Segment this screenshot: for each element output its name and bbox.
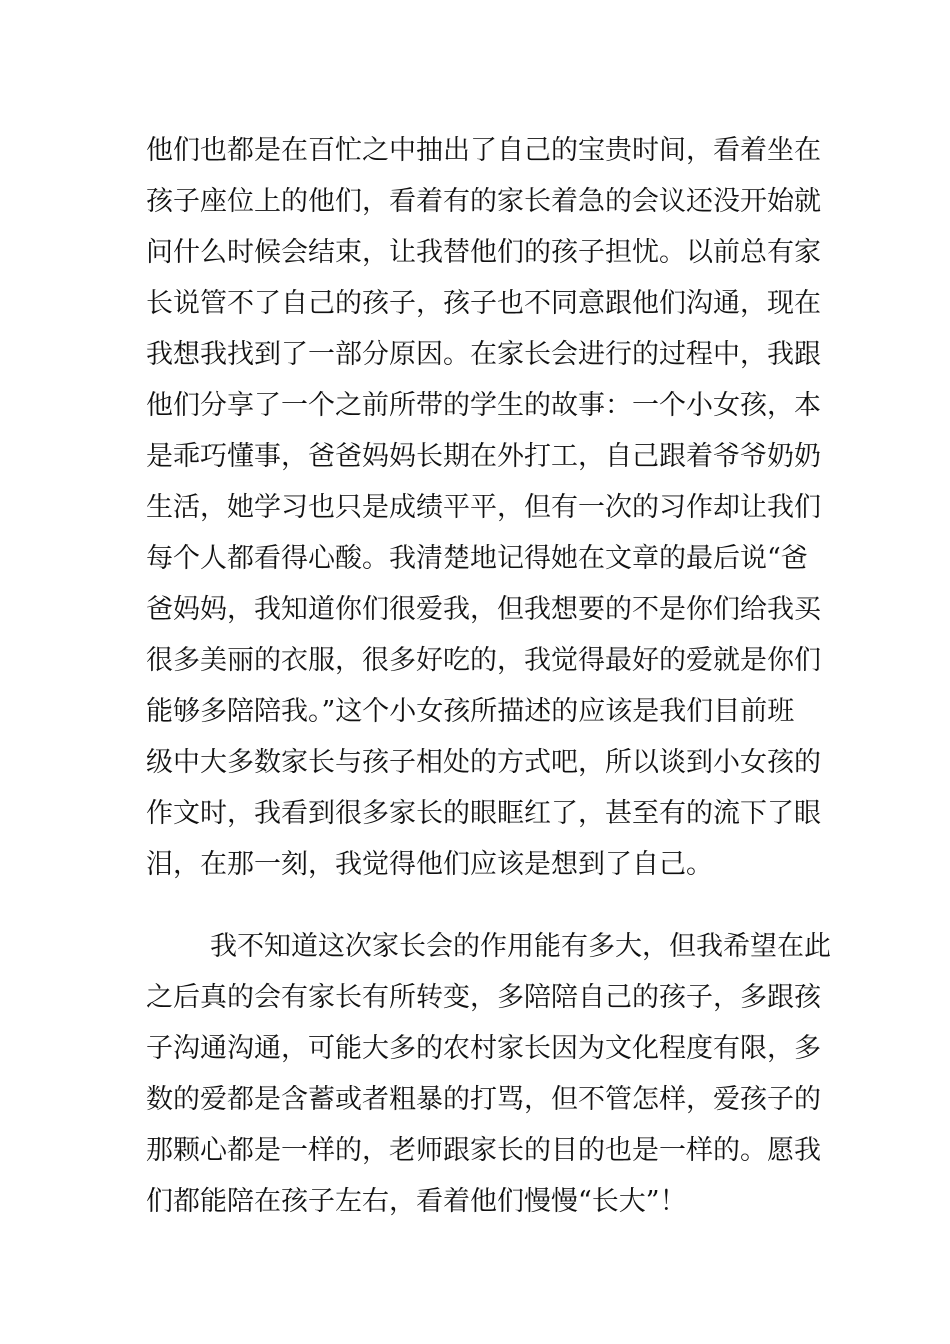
text-line: 爸妈妈，我知道你们很爱我，但我想要的不是你们给我买 (146, 594, 821, 625)
text-line: 孩子座位上的他们，看着有的家长着急的会议还没开始就 (146, 186, 821, 217)
text-line: 们都能陪在孩子左右，看着他们慢慢“长大”！ (146, 1186, 687, 1217)
text-line: 他们也都是在百忙之中抽出了自己的宝贵时间，看着坐在 (146, 135, 821, 166)
text-line: 那颗心都是一样的，老师跟家长的目的也是一样的。愿我 (146, 1135, 821, 1166)
text-line: 泪，在那一刻，我觉得他们应该是想到了自己。 (146, 849, 713, 880)
text-line: 是乖巧懂事，爸爸妈妈长期在外打工，自己跟着爷爷奶奶 (146, 441, 821, 472)
text-line: 我想我找到了一部分原因。在家长会进行的过程中，我跟 (146, 339, 821, 370)
text-line: 生活，她学习也只是成绩平平，但有一次的习作却让我们 (146, 492, 821, 523)
text-line: 作文时，我看到很多家长的眼眶红了，甚至有的流下了眼 (146, 798, 821, 829)
text-line: 之后真的会有家长有所转变，多陪陪自己的孩子，多跟孩 (146, 982, 821, 1013)
text-line: 我不知道这次家长会的作用能有多大，但我希望在此 (210, 931, 831, 962)
text-line: 级中大多数家长与孩子相处的方式吧，所以谈到小女孩的 (146, 747, 821, 778)
text-line: 长说管不了自己的孩子，孩子也不同意跟他们沟通，现在 (146, 288, 821, 319)
text-line: 问什么时候会结束，让我替他们的孩子担忧。以前总有家 (146, 237, 821, 268)
text-line: 很多美丽的衣服，很多好吃的，我觉得最好的爱就是你们 (146, 645, 821, 676)
text-line: 数的爱都是含蓄或者粗暴的打骂，但不管怎样，爱孩子的 (146, 1084, 821, 1115)
text-line: 子沟通沟通，可能大多的农村家长因为文化程度有限，多 (146, 1033, 821, 1064)
text-line: 每个人都看得心酸。我清楚地记得她在文章的最后说“爸 (146, 543, 808, 574)
text-line: 他们分享了一个之前所带的学生的故事：一个小女孩，本 (146, 390, 821, 421)
text-line: 能够多陪陪我。”这个小女孩所描述的应该是我们目前班 (146, 696, 795, 727)
